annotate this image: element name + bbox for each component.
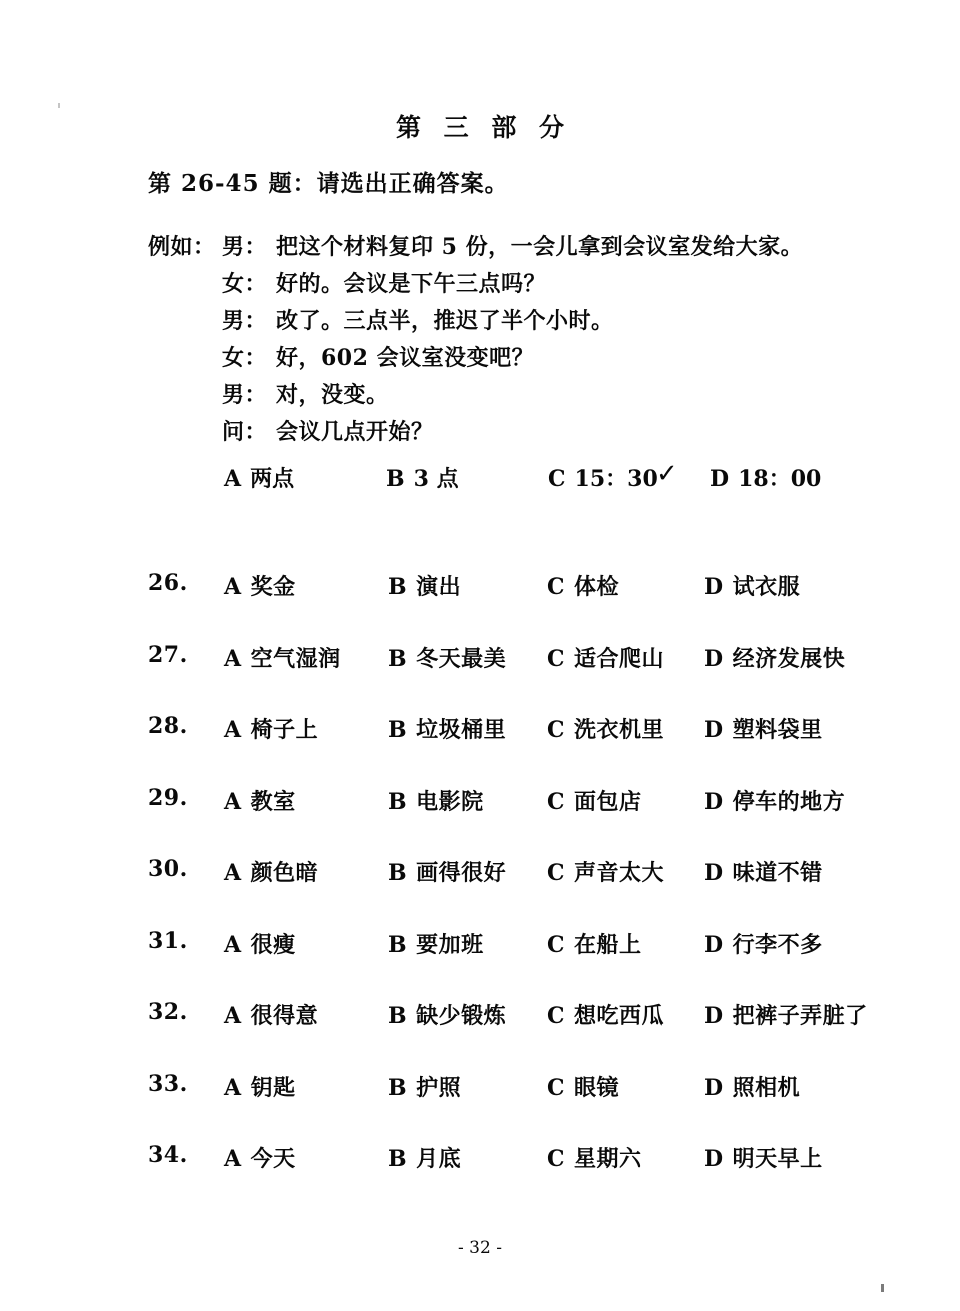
option-text: 椅子上 [250, 717, 319, 743]
option-text: 电影院 [416, 788, 484, 815]
option-text: 画得很好 [416, 860, 507, 886]
question-number: 32. [148, 999, 188, 1025]
option-letter: C [547, 1003, 566, 1029]
option-text: 行李不多 [732, 931, 823, 958]
option-letter: D [710, 466, 730, 492]
question-number: 30. [148, 856, 188, 882]
question-option-c[interactable] [547, 928, 642, 959]
option-letter: D [704, 1146, 724, 1172]
option-letter: D [704, 645, 724, 672]
option-letter: B [388, 1003, 408, 1029]
option-text: 15：30 [574, 466, 658, 492]
option-text: 空气湿润 [250, 645, 341, 672]
option-letter: C [547, 931, 566, 958]
question-row [148, 856, 938, 928]
question-option-c[interactable] [547, 785, 642, 816]
example-speaker: 问： [222, 419, 268, 445]
option-text: 钥匙 [250, 1074, 296, 1101]
question-row [148, 713, 938, 785]
example-speaker: 男： [222, 234, 268, 260]
question-row [148, 1071, 938, 1143]
example-speaker: 女： [222, 345, 268, 371]
option-letter: B [388, 1146, 408, 1172]
question-option-b[interactable] [388, 928, 484, 959]
option-letter: C [547, 1074, 566, 1101]
question-number: 34. [148, 1142, 188, 1168]
option-letter: A [224, 1146, 242, 1172]
question-option-c[interactable] [547, 1071, 619, 1102]
example-line [148, 304, 908, 341]
option-letter: D [704, 860, 724, 886]
option-letter: B [388, 860, 408, 886]
question-option-b[interactable] [388, 642, 506, 673]
question-option-a[interactable] [224, 642, 341, 673]
question-option-c[interactable] [547, 642, 664, 673]
question-number: 26. [148, 570, 188, 596]
option-text: 很得意 [250, 1003, 319, 1029]
question-option-c[interactable] [547, 856, 664, 887]
option-letter: D [704, 1003, 724, 1029]
option-letter: C [547, 645, 566, 672]
option-letter: C [547, 574, 566, 600]
option-text: 把裤子弄脏了 [732, 1003, 868, 1029]
question-option-a[interactable] [224, 713, 318, 744]
option-text: 3 点 [413, 466, 459, 492]
option-letter: A [224, 788, 242, 815]
question-option-a[interactable] [224, 856, 318, 887]
option-letter: B [388, 645, 408, 672]
option-text: 18：00 [738, 466, 822, 492]
question-option-d[interactable] [704, 928, 823, 959]
question-option-a[interactable] [224, 928, 296, 959]
option-text: 在船上 [574, 931, 642, 958]
question-option-a[interactable] [224, 785, 296, 816]
question-row [148, 928, 938, 1000]
example-dialogue-text: 对，没变。 [276, 382, 389, 408]
example-option-b[interactable] [386, 462, 459, 493]
question-number: 31. [148, 927, 188, 954]
option-text: 演出 [416, 574, 462, 600]
option-text: 面包店 [574, 788, 642, 815]
question-option-d[interactable] [704, 785, 845, 816]
scan-artifact-speck [881, 1284, 884, 1292]
question-row [148, 1142, 938, 1214]
question-number: 29. [148, 784, 188, 811]
question-option-c[interactable] [547, 713, 664, 744]
option-letter: B [386, 466, 405, 492]
option-text: 颜色暗 [250, 860, 319, 886]
question-option-c[interactable] [547, 570, 619, 601]
example-line [148, 341, 908, 378]
question-option-d[interactable] [704, 570, 800, 601]
option-letter: C [547, 717, 566, 743]
question-row [148, 570, 938, 642]
question-option-a[interactable] [224, 1071, 296, 1102]
example-options-row [148, 459, 928, 496]
question-number: 33. [148, 1070, 188, 1097]
page-title: 第 三 部 分 [395, 113, 572, 142]
option-text: 冬天最美 [416, 645, 507, 672]
page-number-footer: - 32 - [458, 1238, 502, 1258]
option-letter: A [224, 466, 242, 492]
option-text: 明天早上 [732, 1146, 823, 1172]
example-dialogue-text: 改了。三点半，推迟了半个小时。 [276, 308, 614, 334]
option-letter: A [224, 717, 242, 743]
question-row [148, 785, 938, 857]
example-block [148, 230, 908, 452]
option-letter: D [704, 931, 724, 958]
option-letter: A [224, 1003, 242, 1029]
option-letter: B [388, 931, 408, 958]
question-number: 28. [148, 713, 188, 739]
question-row [148, 999, 938, 1071]
option-text: 味道不错 [732, 860, 823, 886]
example-dialogue-text: 好的。会议是下午三点吗？ [276, 271, 547, 297]
instruction-line: 第 26-45 题：请选出正确答案。 [148, 170, 509, 197]
option-letter: B [388, 788, 408, 815]
question-option-c[interactable] [547, 999, 664, 1030]
option-text: 今天 [250, 1146, 296, 1172]
example-speaker: 男： [222, 308, 268, 334]
option-text: 护照 [416, 1074, 462, 1101]
option-letter: A [224, 645, 242, 672]
option-letter: A [224, 1074, 242, 1101]
option-text: 眼镜 [574, 1074, 620, 1101]
option-text: 体检 [574, 574, 620, 600]
option-letter: B [388, 574, 408, 600]
question-option-b[interactable] [388, 999, 506, 1030]
option-letter: A [224, 931, 242, 958]
option-text: 声音太大 [574, 860, 665, 886]
option-letter: C [547, 860, 566, 886]
example-option-c[interactable] [548, 462, 658, 493]
option-text: 停车的地方 [732, 788, 846, 815]
question-number: 27. [148, 641, 188, 668]
option-text: 照相机 [732, 1074, 801, 1101]
option-text: 教室 [250, 788, 296, 815]
example-dialogue-text: 好，602 会议室没变吧？ [276, 345, 535, 371]
question-option-b[interactable] [388, 856, 506, 887]
option-text: 想吃西瓜 [574, 1003, 665, 1029]
question-option-a[interactable] [224, 999, 318, 1030]
option-text: 垃圾桶里 [416, 717, 507, 743]
question-option-a[interactable] [224, 1142, 296, 1173]
option-text: 星期六 [574, 1146, 642, 1172]
option-text: 洗衣机里 [574, 717, 665, 743]
option-text: 两点 [250, 466, 295, 492]
option-letter: D [704, 574, 724, 600]
option-letter: A [224, 860, 242, 886]
example-option-a[interactable] [224, 462, 294, 493]
option-letter: C [548, 466, 566, 492]
example-question-line [148, 415, 908, 452]
example-line [148, 230, 908, 267]
example-dialogue-text: 把这个材料复印 5 份，一会儿拿到会议室发给大家。 [276, 234, 804, 260]
question-option-d[interactable] [704, 642, 845, 673]
question-option-b[interactable] [388, 1071, 461, 1102]
option-text: 塑料袋里 [732, 717, 823, 743]
option-letter: D [704, 717, 724, 743]
option-letter: D [704, 1074, 724, 1101]
option-text: 很瘦 [250, 931, 296, 958]
question-option-d[interactable] [704, 713, 823, 744]
question-option-d[interactable] [704, 999, 868, 1030]
option-letter: C [547, 1146, 566, 1172]
question-option-a[interactable] [224, 570, 296, 601]
option-text: 经济发展快 [732, 645, 846, 672]
option-text: 奖金 [250, 574, 296, 600]
option-text: 缺少锻炼 [416, 1003, 507, 1029]
option-letter: D [704, 788, 724, 815]
question-option-b[interactable] [388, 785, 484, 816]
option-text: 月底 [416, 1146, 462, 1172]
option-letter: C [547, 788, 566, 815]
option-letter: A [224, 574, 242, 600]
example-label: 例如： [148, 234, 216, 260]
option-text: 适合爬山 [574, 645, 665, 672]
question-option-b[interactable] [388, 570, 461, 601]
example-speaker: 女： [222, 271, 268, 297]
question-option-d[interactable] [704, 856, 823, 887]
question-row [148, 642, 938, 714]
question-option-c[interactable] [547, 1142, 642, 1173]
option-letter: B [388, 1074, 408, 1101]
example-speaker: 男： [222, 382, 268, 408]
question-option-d[interactable] [704, 1071, 800, 1102]
example-option-d[interactable] [710, 462, 821, 493]
option-text: 要加班 [416, 931, 484, 958]
question-list [148, 570, 938, 1214]
checkmark-icon: ✓ [656, 459, 678, 489]
example-question-text: 会议几点开始？ [276, 419, 434, 445]
option-letter: B [388, 717, 408, 743]
question-option-b[interactable] [388, 1142, 461, 1173]
example-line [148, 378, 908, 415]
question-option-d[interactable] [704, 1142, 823, 1173]
question-option-b[interactable] [388, 713, 506, 744]
option-text: 试衣服 [732, 574, 801, 600]
example-line [148, 267, 908, 304]
